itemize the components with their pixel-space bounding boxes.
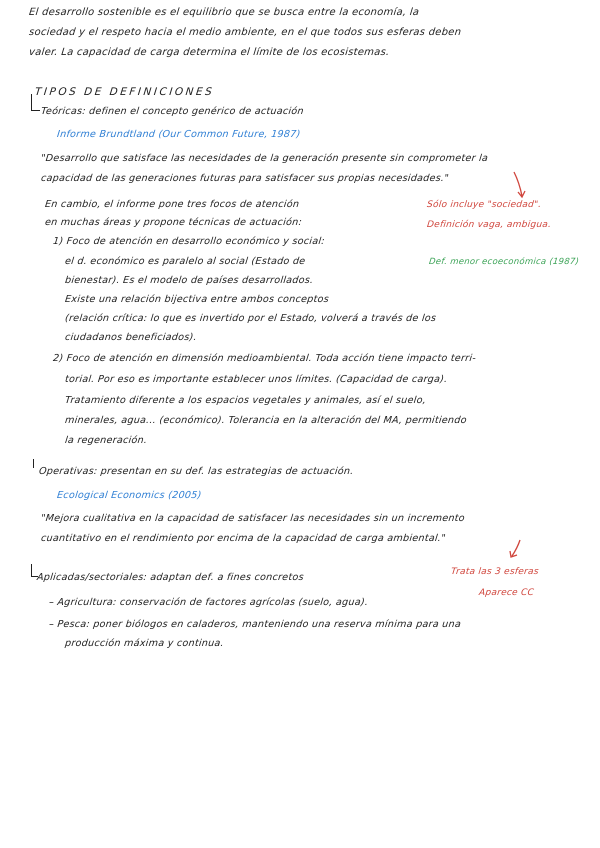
item1-line-5: (relación crítica: lo que es invertido por el Estado, volverá a través de los: [64, 313, 437, 324]
hook-teoricas: [31, 94, 40, 111]
note-red-tres-esferas: Trata las 3 esferas: [450, 567, 540, 577]
operativas-heading: Operativas: presentan en su def. las estrategias de actuación.: [38, 466, 355, 477]
item1-line-4: Existe una relación bijectiva entre ambos conceptos: [64, 294, 330, 305]
note-green-def: Def. menor ecoeconómica (1987): [428, 257, 580, 267]
item1-line-1: 1) Foco de atención en desarrollo económico y social:: [52, 236, 326, 247]
teoricas-heading: Teóricas: definen el concepto genérico de actuación: [40, 106, 305, 117]
aplicadas-item-pesca: – Pesca: poner biólogos en caladeros, manteniendo una reserva mínima para una: [48, 619, 462, 630]
item2-line-4: minerales, agua... (económico). Tolerancia en la alteración del MA, permitiendo: [64, 415, 468, 426]
note-red-vaga: Definición vaga, ambigua.: [426, 220, 552, 230]
intro-line-3: valer. La capacidad de carga determina el límite de los ecosistemas.: [28, 47, 390, 58]
teoricas-quote-line-1: "Desarrollo que satisface las necesidades de la generación presente sin comprometer la: [40, 153, 489, 164]
intro-line-2: sociedad y el respeto hacia el medio ambiente, en el que todos sus esferas deben: [28, 27, 462, 38]
item1-line-2: el d. económico es paralelo al social (Estado de: [64, 256, 306, 267]
teoricas-quote-line-2: capacidad de las generaciones futuras para satisfacer sus propias necesidades.": [40, 173, 450, 184]
item2-line-2: torial. Por eso es importante establecer unos límites. (Capacidad de carga).: [64, 374, 449, 385]
aplicadas-heading: Aplicadas/sectoriales: adaptan def. a fines concretos: [36, 572, 305, 583]
teoricas-source: Informe Brundtland (Our Common Future, 1987): [56, 129, 302, 140]
red-arrow-operativas: [502, 538, 526, 562]
red-arrow-teoricas: [510, 170, 530, 200]
note-red-cc: Aparece CC: [478, 588, 535, 598]
item1-line-3: bienestar). Es el modelo de países desarrollados.: [64, 275, 314, 286]
aplicadas-item-pesca-cont: producción máxima y continua.: [64, 638, 225, 649]
item2-line-5: la regeneración.: [64, 435, 148, 446]
operativas-quote-line-1: "Mejora cualitativa en la capacidad de satisfacer las necesidades sin un incremento: [40, 513, 466, 524]
item2-line-1: 2) Foco de atención en dimensión medioambiental. Toda acción tiene impacto terri-: [52, 353, 477, 364]
operativas-quote-line-2: cuantitativo en el rendimiento por encima de la capacidad de carga ambiental.": [40, 533, 447, 544]
intro-line-1: El desarrollo sostenible es el equilibrio que se busca entre la economía, la: [28, 7, 420, 18]
teoricas-para-line-2: en muchas áreas y propone técnicas de actuación:: [44, 217, 303, 228]
teoricas-para-line-1: En cambio, el informe pone tres focos de atención: [44, 199, 300, 210]
item1-line-6: ciudadanos beneficiados).: [64, 332, 198, 343]
hook-operativas: [33, 459, 34, 468]
operativas-source: Ecological Economics (2005): [56, 490, 203, 501]
aplicadas-item-agricultura: – Agricultura: conservación de factores agrícolas (suelo, agua).: [48, 597, 369, 608]
item2-line-3: Tratamiento diferente a los espacios vegetales y animales, así el suelo,: [64, 395, 427, 406]
note-red-incluye: Sólo incluye "sociedad".: [426, 200, 542, 210]
section-title: TIPOS DE DEFINICIONES: [34, 86, 215, 98]
